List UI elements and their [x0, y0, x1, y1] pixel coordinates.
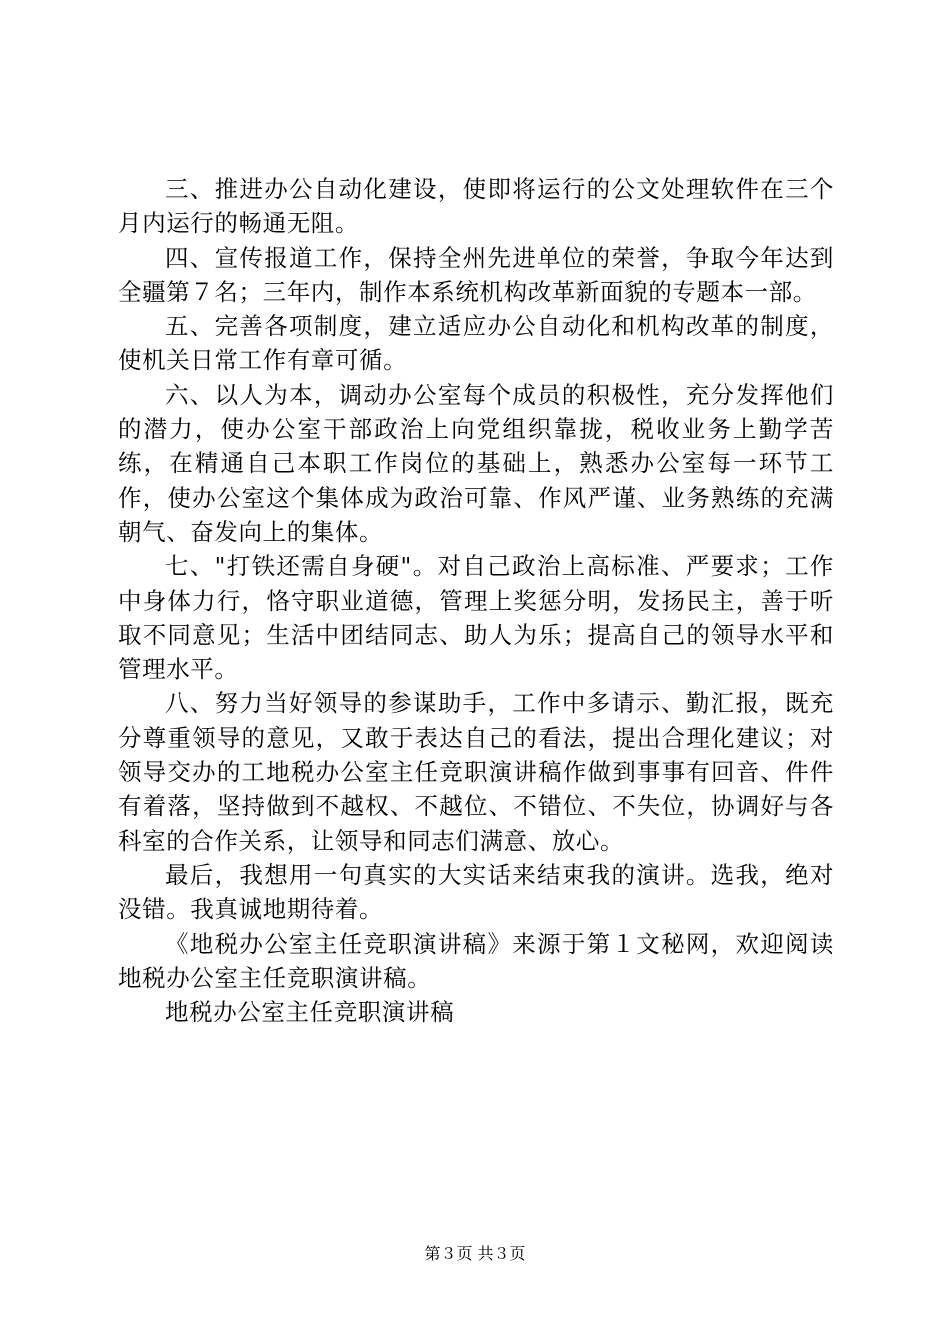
paragraph-closing: 最后，我想用一句真实的大实话来结束我的演讲。选我，绝对没错。我真诚地期待着。: [118, 860, 834, 924]
paragraph-source: 《地税办公室主任竞职演讲稿》来源于第１文秘网，欢迎阅读地税办公室主任竞职演讲稿。: [118, 929, 834, 992]
document-body: [118, 172, 834, 1029]
paragraph-8: 八、努力当好领导的参谋助手，工作中多请示、勤汇报，既充分尊重领导的意见，又敢于表达自己的看法，提出合理化建议；对领导交办的工地税办公室主任竞职演讲稿作做到事事有回音、件件有着落，坚持做到不越权、不越位、不错位、不失位，协调好与各科室的合作关系，让领导和同志们满意、放心。: [118, 689, 834, 855]
paragraph-4: 四、宣传报道工作，保持全州先进单位的荣誉，争取今年达到全疆第７名；三年内，制作本系统机构改革新面貌的专题本一部。: [118, 243, 834, 306]
page-footer: 第３页 共３页: [424, 1244, 526, 1263]
paragraph-7: 七、"打铁还需自身硬"。对自己政治上高标准、严要求；工作中身体力行，恪守职业道德，管理上奖惩分明，发扬民主，善于听取不同意见；生活中团结同志、助人为乐；提高自己的领导水平和管理水平。: [118, 552, 834, 684]
paragraph-title-repeat: 地税办公室主任竞职演讲稿: [165, 998, 455, 1027]
paragraph-3: 三、推进办公自动化建设，使即将运行的公文处理软件在三个月内运行的畅通无阻。: [118, 175, 834, 238]
paragraph-6: 六、以人为本，调动办公室每个成员的积极性，充分发挥他们的潜力，使办公室干部政治上向党组织靠拢，税收业务上勤学苦练，在精通自己本职工作岗位的基础上，熟悉办公室每一环节工作，使办公室这个集体成为政治可靠、作风严谨、业务熟练的充满朝气、奋发向上的集体。: [118, 380, 834, 546]
paragraph-5: 五、完善各项制度，建立适应办公自动化和机构改革的制度，使机关日常工作有章可循。: [118, 312, 834, 375]
